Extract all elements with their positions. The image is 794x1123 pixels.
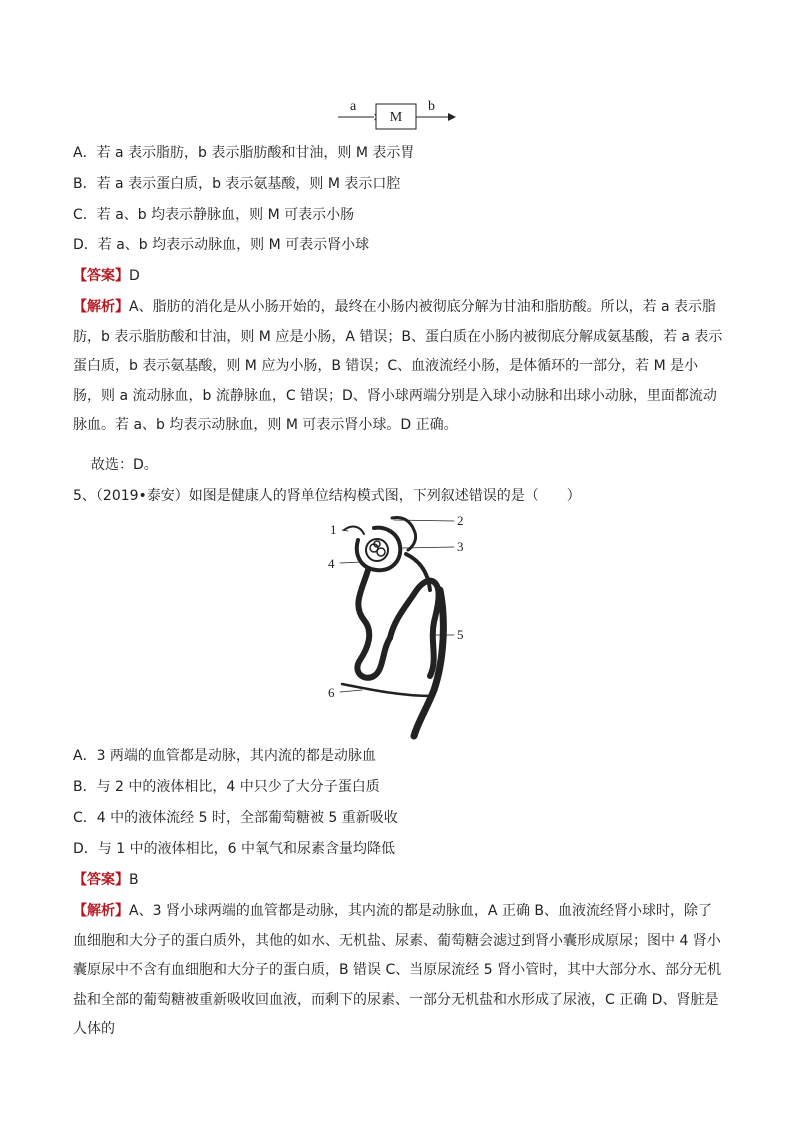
q4-option-b: B．若 a 表示蛋白质，b 表示氨基酸，则 M 表示口腔 xyxy=(73,176,401,192)
figure-label-5: 5 xyxy=(457,627,464,642)
figure-label-2: 2 xyxy=(457,513,464,528)
figure-label-4: 4 xyxy=(328,556,335,571)
flow-diagram xyxy=(336,96,466,136)
figure-label-1: 1 xyxy=(330,522,337,537)
q5-analysis-tag: 【解析】 xyxy=(73,903,129,919)
renal-vein xyxy=(342,684,432,696)
q4-option-a: A．若 a 表示脂肪，b 表示脂肪酸和甘油，则 M 表示胃 xyxy=(73,145,415,161)
flow-diagram-svg xyxy=(336,96,466,136)
flow-output-label: b xyxy=(428,99,435,114)
q5-answer xyxy=(73,870,139,890)
nephron-vessel-1 xyxy=(344,527,364,534)
flow-input-label: a xyxy=(350,99,357,114)
q4-analysis xyxy=(73,293,725,441)
q4-answer-value: D xyxy=(129,268,140,284)
q5-option-c: C．4 中的液体流经 5 时，全部葡萄糖被 5 重新吸收 xyxy=(73,810,398,826)
q5-option-b: B．与 2 中的液体相比，4 中只少了大分子蛋白质 xyxy=(73,779,380,795)
q4-option-c: C．若 a、b 均表示静脉血，则 M 可表示小肠 xyxy=(73,207,355,223)
q5-option-d: D．与 1 中的液体相比，6 中氧气和尿素含量均降低 xyxy=(73,841,395,857)
proximal-tubule xyxy=(357,570,390,678)
q5-option-a: A．3 两端的血管都是动脉，其内流的都是动脉血 xyxy=(73,748,376,764)
flow-output-arrowhead xyxy=(448,113,456,121)
q4-answer xyxy=(73,266,140,286)
q5-answer-tag: 【答案】 xyxy=(73,872,129,888)
flow-box-label: M xyxy=(389,110,403,125)
q5-analysis xyxy=(73,897,725,1045)
nephron-figure xyxy=(322,510,472,740)
nephron-figure-svg xyxy=(322,510,472,740)
loop-of-henle xyxy=(390,581,439,676)
q5-analysis-text: A、3 肾小球两端的血管都是动脉，其内流的都是动脉血，A 正确 B、血液流经肾小球时，除了血细胞和大分子的蛋白质外，其他的如水、无机盐、尿素、葡萄糖会滤过到肾小囊形成原尿；图中 4 肾小囊原尿中不含有血细胞和大分子的蛋白质，B 错误 C、当原尿流经 5 肾小管时，其中大部分水、部分无机盐和全部的葡萄糖被重新吸收回血液，而剩下的尿素、一部分无机盐和水形成了尿液，C 正确 D、肾脏是人体的 xyxy=(73,903,722,1037)
figure-label-3: 3 xyxy=(457,539,464,554)
q4-analysis-text: A、脂肪的消化是从小肠开始的，最终在小肠内被彻底分解为甘油和脂肪酸。所以，若 a 表示脂肪，b 表示脂肪酸和甘油，则 M 应是小肠，A 错误；B、蛋白质在小肠内被彻底分解成氨基酸，若 a 表示蛋白质，b 表示氨基酸，则 M 应为小肠，B 错误；C、血液流经小肠，是体循环的一部分，若 M 是小肠，则 a 流动脉血，b 流静脉血，C 错误；D、肾小球两端分别是入球小动脉和出球小动脉，里面都流动脉血。若 a、b 均表示动脉血，则 M 可表示肾小球。D 正确。 xyxy=(73,299,723,433)
q4-option-d: D．若 a、b 均表示动脉血，则 M 可表示肾小球 xyxy=(73,237,370,253)
q4-answer-tag: 【答案】 xyxy=(73,268,129,284)
q4-conclusion: 故选：D。 xyxy=(91,457,158,473)
q5-answer-value: B xyxy=(129,872,139,888)
q5-stem: 5、（2019•泰安）如图是健康人的肾单位结构模式图，下列叙述错误的是（ ） xyxy=(73,488,581,504)
figure-label-6: 6 xyxy=(328,685,335,700)
q4-analysis-tag: 【解析】 xyxy=(73,299,129,315)
